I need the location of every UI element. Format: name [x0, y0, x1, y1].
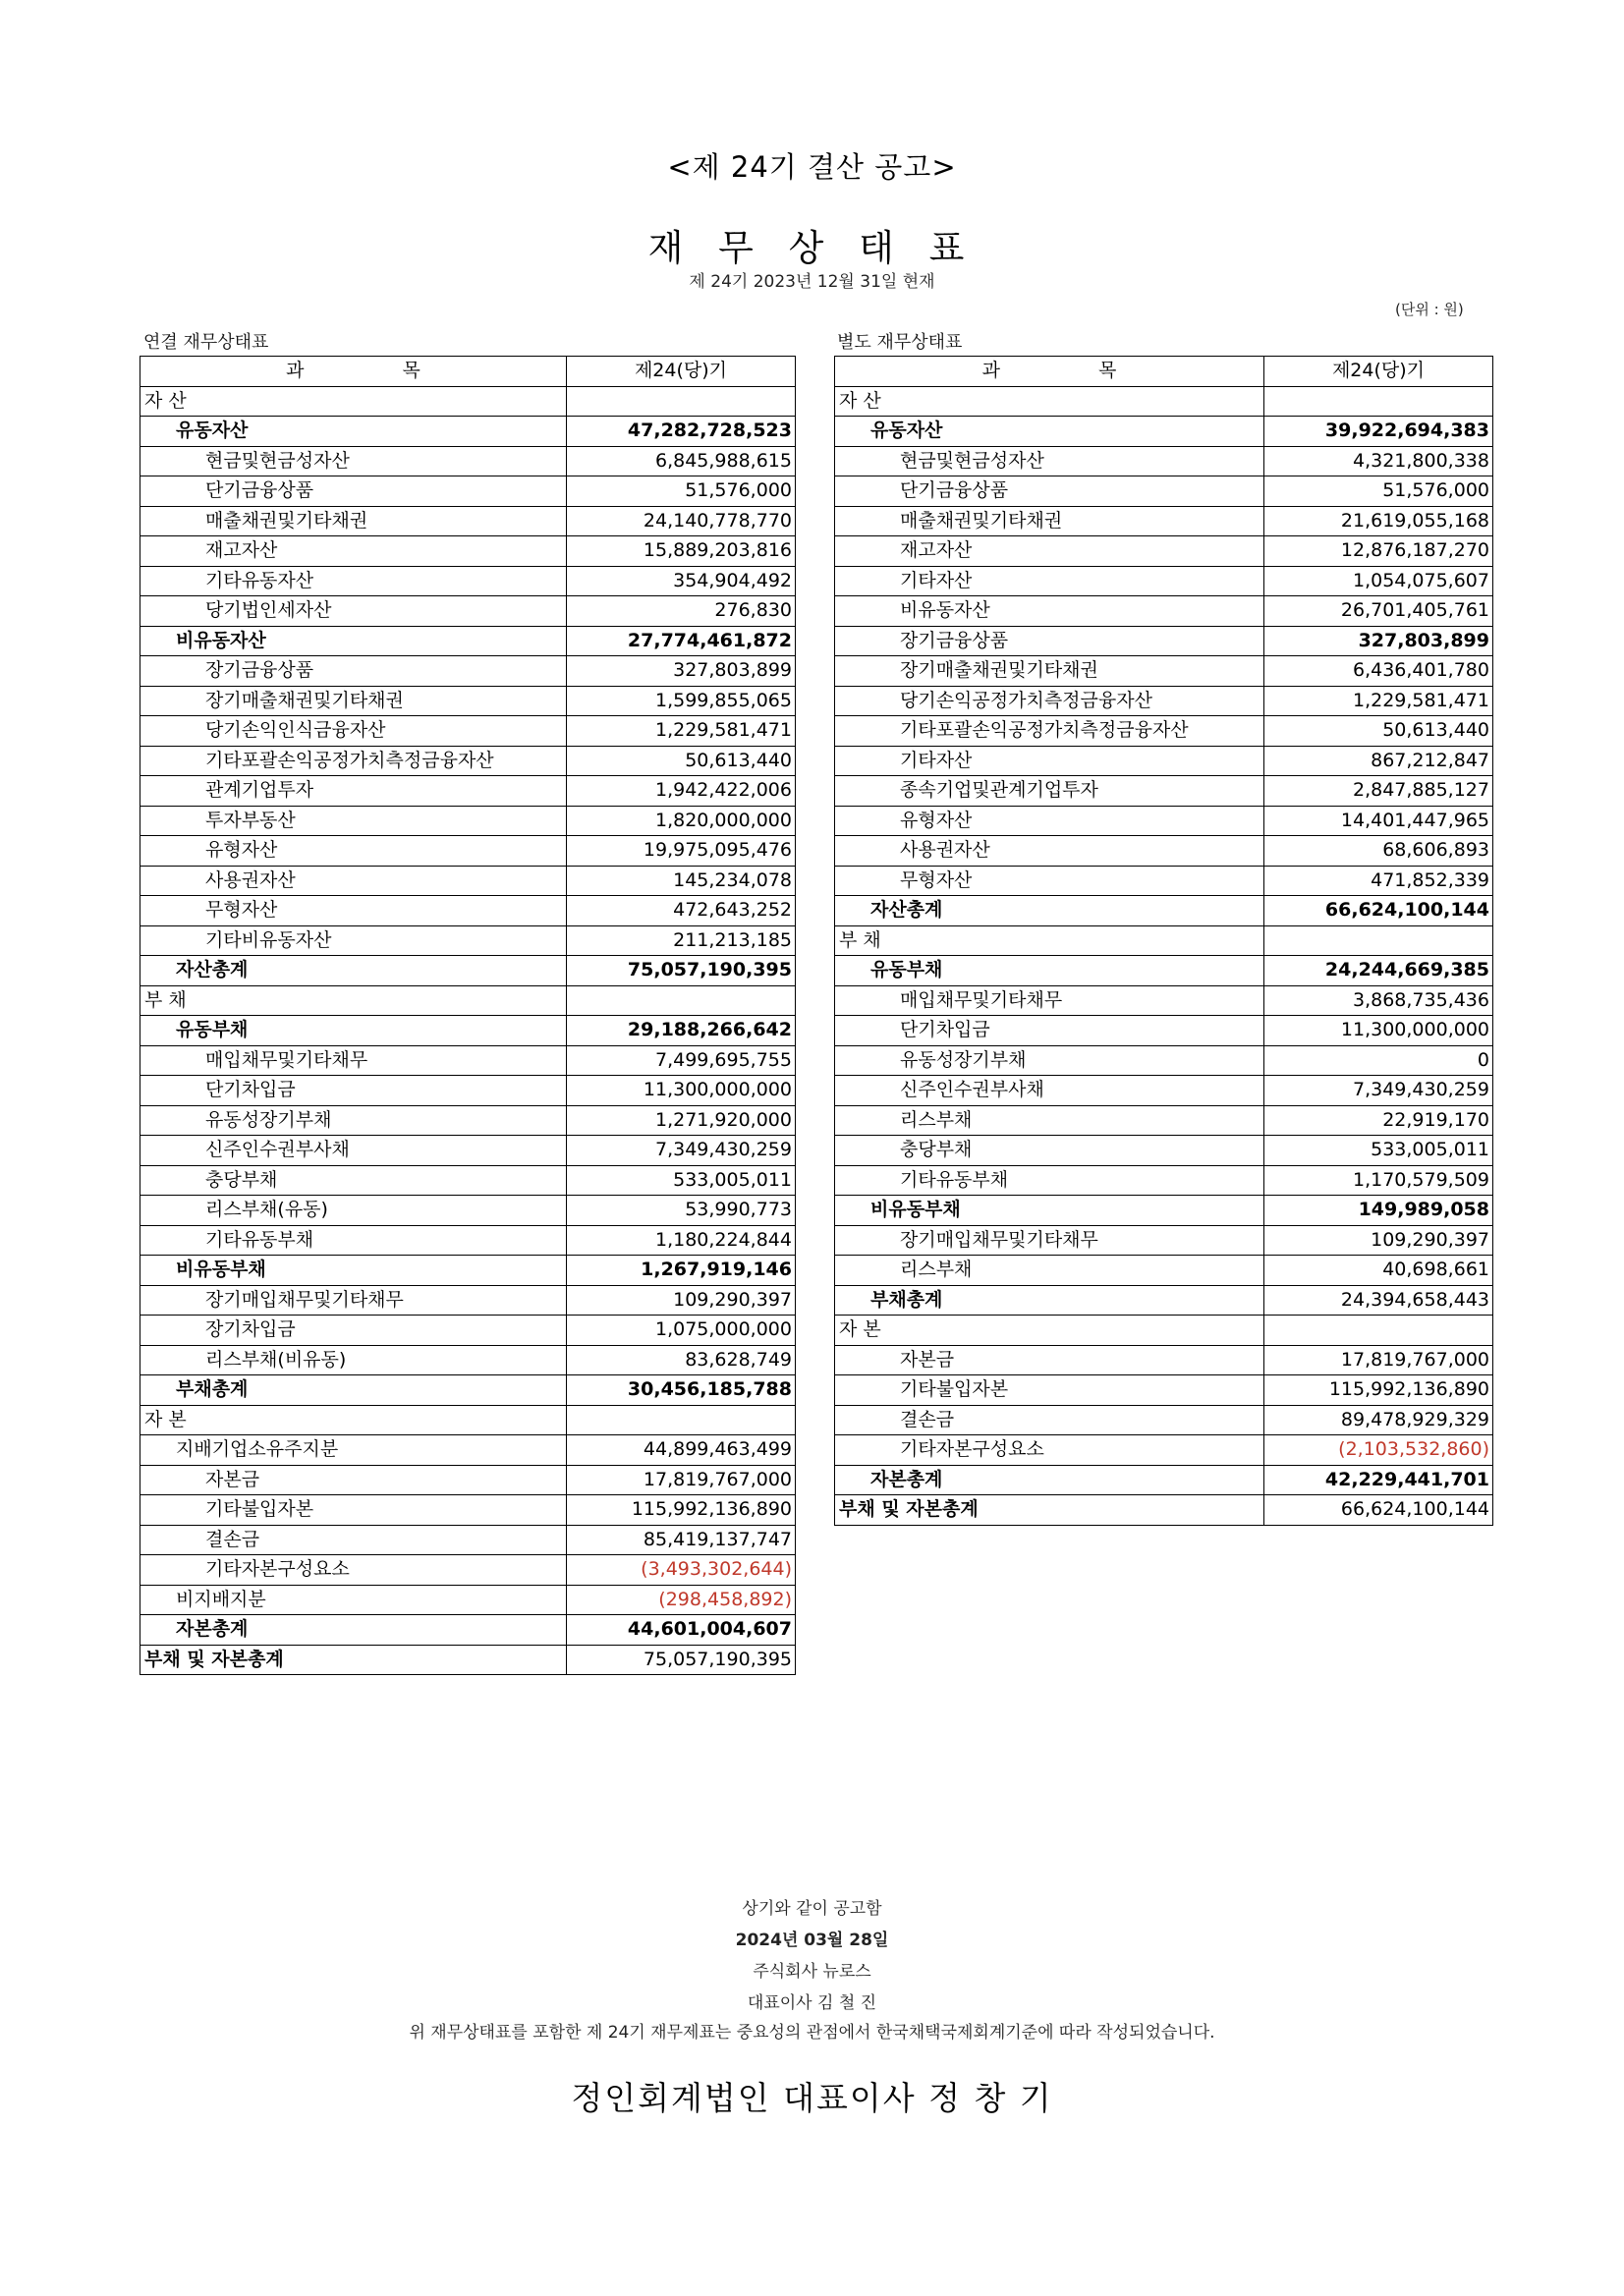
account-label: 비유동부채 [835, 1196, 1264, 1226]
account-label: 단기금융상품 [140, 476, 567, 507]
table-row [140, 417, 796, 447]
account-amount: 867,212,847 [1264, 746, 1493, 776]
account-label: 부채총계 [140, 1375, 567, 1406]
table-row [140, 596, 796, 627]
account-amount: 17,819,767,000 [1264, 1345, 1493, 1375]
account-amount: 1,180,224,844 [567, 1225, 796, 1256]
table-row [140, 1585, 796, 1615]
table-row [835, 386, 1493, 417]
account-amount: 6,845,988,615 [567, 446, 796, 476]
account-label: 현금및현금성자산 [140, 446, 567, 476]
table-row [835, 417, 1493, 447]
table-row [140, 1555, 796, 1586]
account-amount [1264, 1316, 1493, 1346]
footer-ceo: 대표이사 김 철 진 [747, 1993, 877, 2013]
account-amount: 7,349,430,259 [567, 1136, 796, 1166]
account-amount: 7,349,430,259 [1264, 1076, 1493, 1106]
table-row [835, 506, 1493, 536]
account-amount: 4,321,800,338 [1264, 446, 1493, 476]
table-row [140, 1645, 796, 1675]
table-row [140, 956, 796, 986]
account-amount: 1,267,919,146 [567, 1256, 796, 1286]
table-row [140, 866, 796, 896]
table-row [835, 836, 1493, 867]
table-row [140, 1375, 796, 1406]
table-row [140, 566, 796, 596]
table-row [140, 896, 796, 926]
account-label: 장기매출채권및기타채권 [140, 686, 567, 716]
table-row [835, 596, 1493, 627]
table-row [835, 1196, 1493, 1226]
account-label: 무형자산 [835, 866, 1264, 896]
account-label: 기타유동자산 [140, 566, 567, 596]
table-row [140, 476, 796, 507]
account-amount: (2,103,532,860) [1264, 1435, 1493, 1466]
account-amount: 276,830 [567, 596, 796, 627]
account-amount: 42,229,441,701 [1264, 1465, 1493, 1495]
account-amount: 26,701,405,761 [1264, 596, 1493, 627]
account-label: 비유동부채 [140, 1256, 567, 1286]
table-row [835, 1225, 1493, 1256]
account-label: 장기매출채권및기타채권 [835, 656, 1264, 687]
account-label: 결손금 [140, 1525, 567, 1555]
account-label: 신주인수권부사채 [140, 1136, 567, 1166]
separate-caption: 별도 재무상태표 [837, 332, 963, 353]
account-amount: 83,628,749 [567, 1345, 796, 1375]
account-amount: 471,852,339 [1264, 866, 1493, 896]
table-row [835, 1316, 1493, 1346]
header-account-a: 과 [981, 360, 1000, 382]
account-label: 유동자산 [140, 417, 567, 447]
account-label: 기타유동부채 [835, 1165, 1264, 1196]
account-label: 자 본 [140, 1405, 567, 1435]
account-label: 당기법인세자산 [140, 596, 567, 627]
account-label: 매출채권및기타채권 [140, 506, 567, 536]
account-amount: 44,601,004,607 [567, 1615, 796, 1646]
account-amount: 1,075,000,000 [567, 1316, 796, 1346]
table-row [140, 1345, 796, 1375]
table-row [140, 1225, 796, 1256]
account-label: 리스부채 [835, 1256, 1264, 1286]
table-row [140, 1136, 796, 1166]
separate-balance-sheet-table [834, 356, 1493, 1526]
account-label: 자본금 [835, 1345, 1264, 1375]
account-amount: 1,942,422,006 [567, 776, 796, 807]
account-label: 기타자본구성요소 [835, 1435, 1264, 1466]
account-label: 자 본 [835, 1316, 1264, 1346]
account-amount: 1,599,855,065 [567, 686, 796, 716]
account-amount: 149,989,058 [1264, 1196, 1493, 1226]
table-row [835, 446, 1493, 476]
account-amount: 14,401,447,965 [1264, 806, 1493, 836]
account-amount: 30,456,185,788 [567, 1375, 796, 1406]
account-label: 기타포괄손익공정가치측정금융자산 [140, 746, 567, 776]
account-label: 투자부동산 [140, 806, 567, 836]
account-label: 기타불입자본 [835, 1375, 1264, 1406]
table-row [140, 536, 796, 567]
table-row [835, 1435, 1493, 1466]
account-amount: 75,057,190,395 [567, 1645, 796, 1675]
account-label: 기타유동부채 [140, 1225, 567, 1256]
account-label: 장기금융상품 [835, 626, 1264, 656]
table-row [835, 956, 1493, 986]
account-label: 장기매입채무및기타채무 [140, 1285, 567, 1316]
account-label: 재고자산 [140, 536, 567, 567]
account-amount: 39,922,694,383 [1264, 417, 1493, 447]
footer-date: 2024년 03월 28일 [735, 1931, 889, 1950]
table-row [140, 985, 796, 1016]
account-label: 장기금융상품 [140, 656, 567, 687]
table-row [140, 686, 796, 716]
account-label: 기타자산 [835, 566, 1264, 596]
account-label: 유형자산 [140, 836, 567, 867]
table-header-row [140, 357, 796, 387]
table-row [140, 386, 796, 417]
table-row [835, 985, 1493, 1016]
account-amount: 211,213,185 [567, 925, 796, 956]
footer-company: 주식회사 뉴로스 [753, 1962, 871, 1982]
account-amount: 327,803,899 [567, 656, 796, 687]
account-label: 무형자산 [140, 896, 567, 926]
account-label: 유동성장기부채 [140, 1105, 567, 1136]
account-amount: 24,244,669,385 [1264, 956, 1493, 986]
account-label: 유동부채 [835, 956, 1264, 986]
account-label: 단기차입금 [835, 1016, 1264, 1046]
footer-notice: 상기와 같이 공고함 [742, 1899, 882, 1919]
account-amount: 66,624,100,144 [1264, 896, 1493, 926]
account-label: 사용권자산 [140, 866, 567, 896]
account-label: 관계기업투자 [140, 776, 567, 807]
table-row [835, 1165, 1493, 1196]
table-row [140, 1405, 796, 1435]
table-row [835, 1016, 1493, 1046]
account-amount: 66,624,100,144 [1264, 1495, 1493, 1526]
table-row [835, 1375, 1493, 1406]
table-row [140, 836, 796, 867]
account-label: 유형자산 [835, 806, 1264, 836]
table-row [140, 1465, 796, 1495]
table-row [140, 1615, 796, 1646]
account-amount: 472,643,252 [567, 896, 796, 926]
table-row [140, 1105, 796, 1136]
table-row [835, 626, 1493, 656]
account-label: 매입채무및기타채무 [835, 985, 1264, 1016]
account-label: 비유동자산 [835, 596, 1264, 627]
account-amount: 1,271,920,000 [567, 1105, 796, 1136]
table-row [140, 1525, 796, 1555]
account-amount: 109,290,397 [1264, 1225, 1493, 1256]
account-label: 단기차입금 [140, 1076, 567, 1106]
account-amount: (3,493,302,644) [567, 1555, 796, 1586]
account-label: 자 산 [140, 386, 567, 417]
account-amount: 115,992,136,890 [1264, 1375, 1493, 1406]
account-label: 충당부채 [835, 1136, 1264, 1166]
account-label: 현금및현금성자산 [835, 446, 1264, 476]
account-amount: 327,803,899 [1264, 626, 1493, 656]
account-label: 당기손익인식금융자산 [140, 716, 567, 747]
account-amount: 19,975,095,476 [567, 836, 796, 867]
account-amount: 145,234,078 [567, 866, 796, 896]
account-label: 기타포괄손익공정가치측정금융자산 [835, 716, 1264, 747]
account-amount: 24,140,778,770 [567, 506, 796, 536]
header-period: 제24(당)기 [1264, 357, 1493, 387]
account-label: 기타자산 [835, 746, 1264, 776]
account-amount: 53,990,773 [567, 1196, 796, 1226]
table-row [140, 746, 796, 776]
account-label: 자본총계 [140, 1615, 567, 1646]
account-label: 부 채 [835, 925, 1264, 956]
table-row [140, 806, 796, 836]
account-amount: 1,170,579,509 [1264, 1165, 1493, 1196]
account-label: 부 채 [140, 985, 567, 1016]
account-label: 재고자산 [835, 536, 1264, 567]
account-label: 기타자본구성요소 [140, 1555, 567, 1586]
table-row [835, 925, 1493, 956]
header-account-a: 과 [286, 360, 305, 382]
account-amount: 1,820,000,000 [567, 806, 796, 836]
account-amount: 12,876,187,270 [1264, 536, 1493, 567]
account-amount: 22,919,170 [1264, 1105, 1493, 1136]
table-row [140, 1256, 796, 1286]
account-label: 비유동자산 [140, 626, 567, 656]
account-amount: 533,005,011 [567, 1165, 796, 1196]
footer-audit-statement: 위 재무상태표를 포함한 제 24기 재무제표는 중요성의 관점에서 한국채택국제회계기준에 따라 작성되었습니다. [409, 2023, 1215, 2043]
table-row [835, 1285, 1493, 1316]
table-row [835, 1345, 1493, 1375]
account-label: 신주인수권부사채 [835, 1076, 1264, 1106]
account-amount: 354,904,492 [567, 566, 796, 596]
table-row [140, 1076, 796, 1106]
account-label: 유동자산 [835, 417, 1264, 447]
account-amount: 21,619,055,168 [1264, 506, 1493, 536]
table-row [140, 1196, 796, 1226]
account-amount: 27,774,461,872 [567, 626, 796, 656]
account-amount: (298,458,892) [567, 1585, 796, 1615]
table-row [835, 656, 1493, 687]
account-amount: 7,499,695,755 [567, 1045, 796, 1076]
table-row [140, 1435, 796, 1466]
table-row [835, 716, 1493, 747]
account-amount: 11,300,000,000 [567, 1076, 796, 1106]
notice-title: <제 24기 결산 공고> [667, 150, 957, 184]
account-label: 자산총계 [835, 896, 1264, 926]
unit-label: (단위 : 원) [1395, 301, 1464, 318]
account-label: 부채 및 자본총계 [835, 1495, 1264, 1526]
statement-title: 재 무 상 태 표 [647, 227, 977, 269]
table-row [140, 626, 796, 656]
account-amount: 3,868,735,436 [1264, 985, 1493, 1016]
account-amount: 75,057,190,395 [567, 956, 796, 986]
account-label: 자 산 [835, 386, 1264, 417]
account-label: 기타비유동자산 [140, 925, 567, 956]
header-account-b: 목 [402, 360, 420, 382]
account-label: 매입채무및기타채무 [140, 1045, 567, 1076]
account-label: 리스부채 [835, 1105, 1264, 1136]
table-row [835, 1045, 1493, 1076]
account-amount: 15,889,203,816 [567, 536, 796, 567]
account-label: 단기금융상품 [835, 476, 1264, 507]
table-row [835, 1256, 1493, 1286]
account-amount [1264, 925, 1493, 956]
account-label: 부채 및 자본총계 [140, 1645, 567, 1675]
account-amount: 68,606,893 [1264, 836, 1493, 867]
account-label: 장기매입채무및기타채무 [835, 1225, 1264, 1256]
account-label: 자산총계 [140, 956, 567, 986]
account-label: 종속기업및관계기업투자 [835, 776, 1264, 807]
account-amount: 533,005,011 [1264, 1136, 1493, 1166]
account-amount [1264, 386, 1493, 417]
account-amount: 0 [1264, 1045, 1493, 1076]
table-row [835, 686, 1493, 716]
account-amount: 51,576,000 [567, 476, 796, 507]
account-amount: 47,282,728,523 [567, 417, 796, 447]
account-amount: 1,229,581,471 [1264, 686, 1493, 716]
table-row [835, 1076, 1493, 1106]
table-row [140, 716, 796, 747]
account-amount: 29,188,266,642 [567, 1016, 796, 1046]
account-amount [567, 985, 796, 1016]
account-amount: 1,054,075,607 [1264, 566, 1493, 596]
table-row [140, 1045, 796, 1076]
table-row [140, 1016, 796, 1046]
table-row [835, 806, 1493, 836]
table-row [835, 866, 1493, 896]
account-label: 자본금 [140, 1465, 567, 1495]
header-account [835, 357, 1264, 387]
account-amount: 2,847,885,127 [1264, 776, 1493, 807]
auditor-signature: 정인회계법인 대표이사 정 창 기 [571, 2079, 1053, 2117]
table-row [835, 1405, 1493, 1435]
account-amount: 85,419,137,747 [567, 1525, 796, 1555]
account-label: 충당부채 [140, 1165, 567, 1196]
table-row [140, 1285, 796, 1316]
account-amount: 6,436,401,780 [1264, 656, 1493, 687]
header-account [140, 357, 567, 387]
table-row [835, 896, 1493, 926]
table-row [140, 925, 796, 956]
account-amount: 24,394,658,443 [1264, 1285, 1493, 1316]
account-label: 사용권자산 [835, 836, 1264, 867]
header-account-b: 목 [1098, 360, 1117, 382]
account-amount: 40,698,661 [1264, 1256, 1493, 1286]
account-amount [567, 1405, 796, 1435]
table-row [140, 1316, 796, 1346]
table-row [835, 1465, 1493, 1495]
table-row [835, 1136, 1493, 1166]
account-label: 유동성장기부채 [835, 1045, 1264, 1076]
table-row [835, 776, 1493, 807]
account-amount: 50,613,440 [1264, 716, 1493, 747]
consolidated-caption: 연결 재무상태표 [143, 332, 269, 353]
table-row [140, 506, 796, 536]
table-row [140, 776, 796, 807]
account-label: 매출채권및기타채권 [835, 506, 1264, 536]
table-row [140, 1495, 796, 1526]
account-label: 당기손익공정가치측정금융자산 [835, 686, 1264, 716]
table-row [835, 1105, 1493, 1136]
account-label: 결손금 [835, 1405, 1264, 1435]
table-row [835, 536, 1493, 567]
account-label: 자본총계 [835, 1465, 1264, 1495]
header-period: 제24(당)기 [567, 357, 796, 387]
table-row [835, 746, 1493, 776]
consolidated-balance-sheet-table [140, 356, 796, 1675]
account-label: 지배기업소유주지분 [140, 1435, 567, 1466]
table-row [140, 446, 796, 476]
table-row [140, 1165, 796, 1196]
account-label: 부채총계 [835, 1285, 1264, 1316]
account-label: 리스부채(유동) [140, 1196, 567, 1226]
table-row [835, 1495, 1493, 1526]
account-amount [567, 386, 796, 417]
table-header-row [835, 357, 1493, 387]
account-amount: 89,478,929,329 [1264, 1405, 1493, 1435]
account-amount: 44,899,463,499 [567, 1435, 796, 1466]
statement-date: 제 24기 2023년 12월 31일 현재 [689, 272, 935, 292]
account-label: 비지배지분 [140, 1585, 567, 1615]
account-amount: 50,613,440 [567, 746, 796, 776]
account-label: 리스부채(비유동) [140, 1345, 567, 1375]
table-row [835, 566, 1493, 596]
account-amount: 1,229,581,471 [567, 716, 796, 747]
account-amount: 11,300,000,000 [1264, 1016, 1493, 1046]
account-amount: 17,819,767,000 [567, 1465, 796, 1495]
account-label: 유동부채 [140, 1016, 567, 1046]
account-amount: 51,576,000 [1264, 476, 1493, 507]
table-row [835, 476, 1493, 507]
table-row [140, 656, 796, 687]
account-label: 장기차입금 [140, 1316, 567, 1346]
account-label: 기타불입자본 [140, 1495, 567, 1526]
account-amount: 109,290,397 [567, 1285, 796, 1316]
account-amount: 115,992,136,890 [567, 1495, 796, 1526]
